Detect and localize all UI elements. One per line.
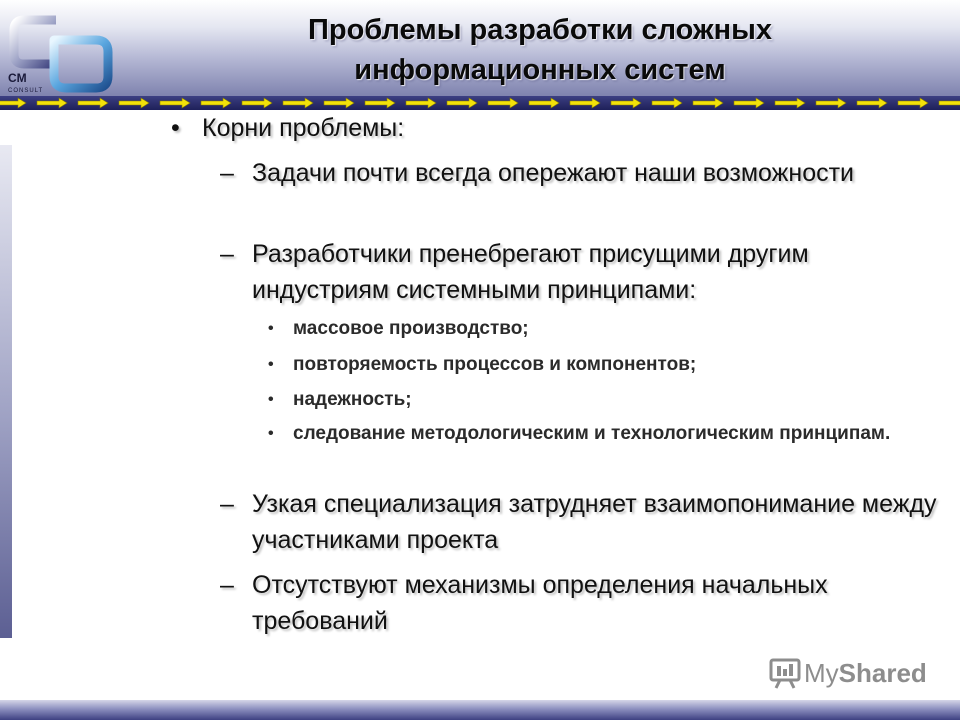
dash-icon: – [220,571,234,599]
title-line-1: Проблемы разработки сложных [308,14,772,46]
dash-icon: – [220,240,234,268]
watermark-part2: Shared [838,658,927,688]
logo-text-top: CM [8,71,27,85]
sub-list-item-text: повторяемость процессов и компонентов; [293,354,697,375]
myshared-watermark [768,656,927,692]
bullet-dot-icon: • [268,391,274,408]
sub-list-item [268,419,928,449]
list-item-text: Узкая специализация затрудняет взаимопонимание между участниками проекта [252,490,937,554]
bullet-dot-icon: • [171,114,180,142]
list-item [220,486,945,558]
list-item [220,155,945,191]
watermark-text [804,657,927,689]
sub-list-item-text: следование методологическим и технологическим принципам. [293,423,891,444]
watermark-part1: My [804,658,839,688]
bullet-dot-icon: • [268,425,274,442]
dash-icon: – [220,159,234,187]
sub-list-item [268,314,928,344]
list-item [220,567,945,639]
sub-list-item-text: массовое производство; [293,318,529,339]
sub-list-item-text: надежность; [293,389,412,410]
sub-list-item [268,385,928,415]
list-item-text: Задачи почти всегда опережают наши возможности [252,159,855,187]
logo-text-bottom: CONSULT [8,88,44,94]
list-item-text: Разработчики пренебрегают присущими другим индустриям системными принципами: [252,240,809,304]
bullet-dot-icon: • [268,356,274,373]
dash-icon: – [220,490,234,518]
bullet-dot-icon: • [268,320,274,337]
sub-list-item [268,350,928,380]
list-item [220,236,945,308]
main-bullet-text: Корни проблемы: [202,114,405,142]
slide-footer-band [0,700,960,720]
main-bullet [171,113,405,143]
list-item-text: Отсутствуют механизмы определения начальных требований [252,571,828,635]
title-line-2: информационных систем [354,54,726,86]
presentation-icon [768,656,802,690]
